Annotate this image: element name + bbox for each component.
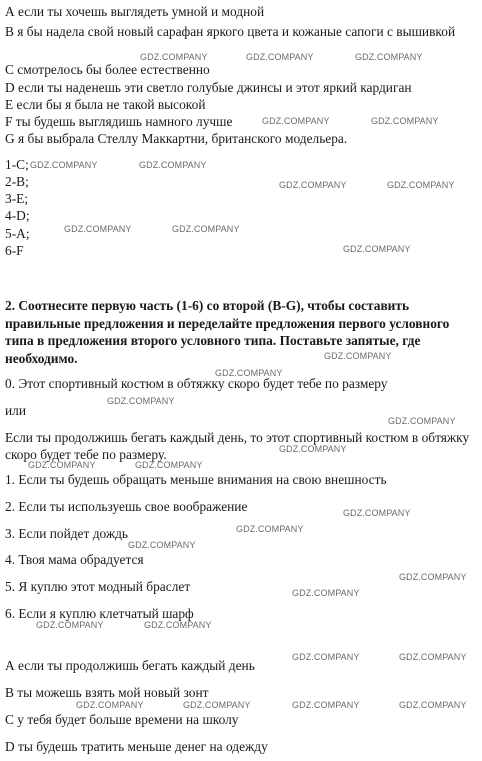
watermark: GDZ.COMPANY [279, 180, 347, 190]
watermark: GDZ.COMPANY [292, 700, 360, 710]
watermark: GDZ.COMPANY [135, 460, 203, 470]
watermark: GDZ.COMPANY [371, 116, 439, 126]
watermark: GDZ.COMPANY [76, 700, 144, 710]
watermark: GDZ.COMPANY [399, 700, 467, 710]
option-b: B я бы надела свой новый сарафан яркого цвета и кожаные сапоги с вышивкой [5, 24, 456, 39]
watermark: GDZ.COMPANY [28, 460, 96, 470]
watermark: GDZ.COMPANY [144, 620, 212, 630]
watermark: GDZ.COMPANY [388, 416, 456, 426]
answer-5: 5-A; [5, 226, 30, 241]
watermark: GDZ.COMPANY [355, 52, 423, 62]
option-d: D если ты наденешь эти светло голубые джинсы и этот яркий кардиган [5, 80, 412, 95]
watermark: GDZ.COMPANY [246, 52, 314, 62]
watermark: GDZ.COMPANY [292, 652, 360, 662]
watermark: GDZ.COMPANY [279, 444, 347, 454]
watermark: GDZ.COMPANY [343, 244, 411, 254]
watermark: GDZ.COMPANY [172, 224, 240, 234]
watermark: GDZ.COMPANY [399, 652, 467, 662]
option-g: G я бы выбрала Стеллу Маккартни, британского модельера. [5, 131, 348, 146]
watermark: GDZ.COMPANY [128, 540, 196, 550]
watermark: GDZ.COMPANY [292, 588, 360, 598]
answer-1: 1-C; [5, 157, 29, 172]
option-d2: D ты будешь тратить меньше денег на одежду [5, 739, 268, 754]
or-label: или [5, 403, 27, 418]
watermark: GDZ.COMPANY [387, 180, 455, 190]
answer-3: 3-E; [5, 191, 29, 206]
answer-2: 2-B; [5, 174, 29, 189]
option-e: Е если бы я была не такой высокой [5, 97, 206, 112]
option-c: С смотрелось бы более естественно [5, 62, 210, 77]
answer-6: 6-F [5, 243, 24, 258]
watermark: GDZ.COMPANY [30, 160, 98, 170]
watermark: GDZ.COMPANY [262, 116, 330, 126]
watermark: GDZ.COMPANY [343, 508, 411, 518]
example-answer: Если ты продолжишь бегать каждый день, то этот спортивный костюм в обтяжку скоро будет тебе по размеру. [5, 430, 470, 462]
watermark: GDZ.COMPANY [139, 160, 207, 170]
task-heading: 2. Соотнесите первую часть (1-6) со второй (B-G), чтобы составить правильные предложения и переделайте предложения первого условного типа в предложения второго условного типа. Поставьте запятые, где необходимо. [5, 298, 450, 366]
item-1: 1. Если ты будешь обращать меньше внимания на свою внешность [5, 472, 387, 487]
item-6: 6. Если я куплю клетчатый шарф [5, 606, 194, 621]
watermark: GDZ.COMPANY [399, 572, 467, 582]
example-sentence: 0. Этот спортивный костюм в обтяжку скоро будет тебе по размеру [5, 376, 388, 391]
option-f: F ты будешь выглядишь намного лучше [5, 114, 233, 129]
answer-4: 4-D; [5, 208, 30, 223]
item-3: 3. Если пойдет дождь [5, 526, 129, 541]
watermark: GDZ.COMPANY [183, 700, 251, 710]
item-5: 5. Я куплю этот модный браслет [5, 579, 191, 594]
option-c2: С у тебя будет больше времени на школу [5, 712, 239, 727]
watermark: GDZ.COMPANY [64, 224, 132, 234]
watermark: GDZ.COMPANY [36, 620, 104, 630]
watermark: GDZ.COMPANY [215, 368, 283, 378]
watermark: GDZ.COMPANY [107, 396, 175, 406]
option-b2: В ты можешь взять мой новый зонт [5, 685, 209, 700]
option-a: А если ты хочешь выглядеть умной и модной [5, 4, 265, 19]
item-4: 4. Твоя мама обрадуется [5, 552, 144, 567]
option-a2: А если ты продолжишь бегать каждый день [5, 658, 255, 673]
watermark: GDZ.COMPANY [236, 524, 304, 534]
watermark: GDZ.COMPANY [140, 52, 208, 62]
watermark: GDZ.COMPANY [324, 351, 392, 361]
item-2: 2. Если ты используешь свое воображение [5, 499, 248, 514]
